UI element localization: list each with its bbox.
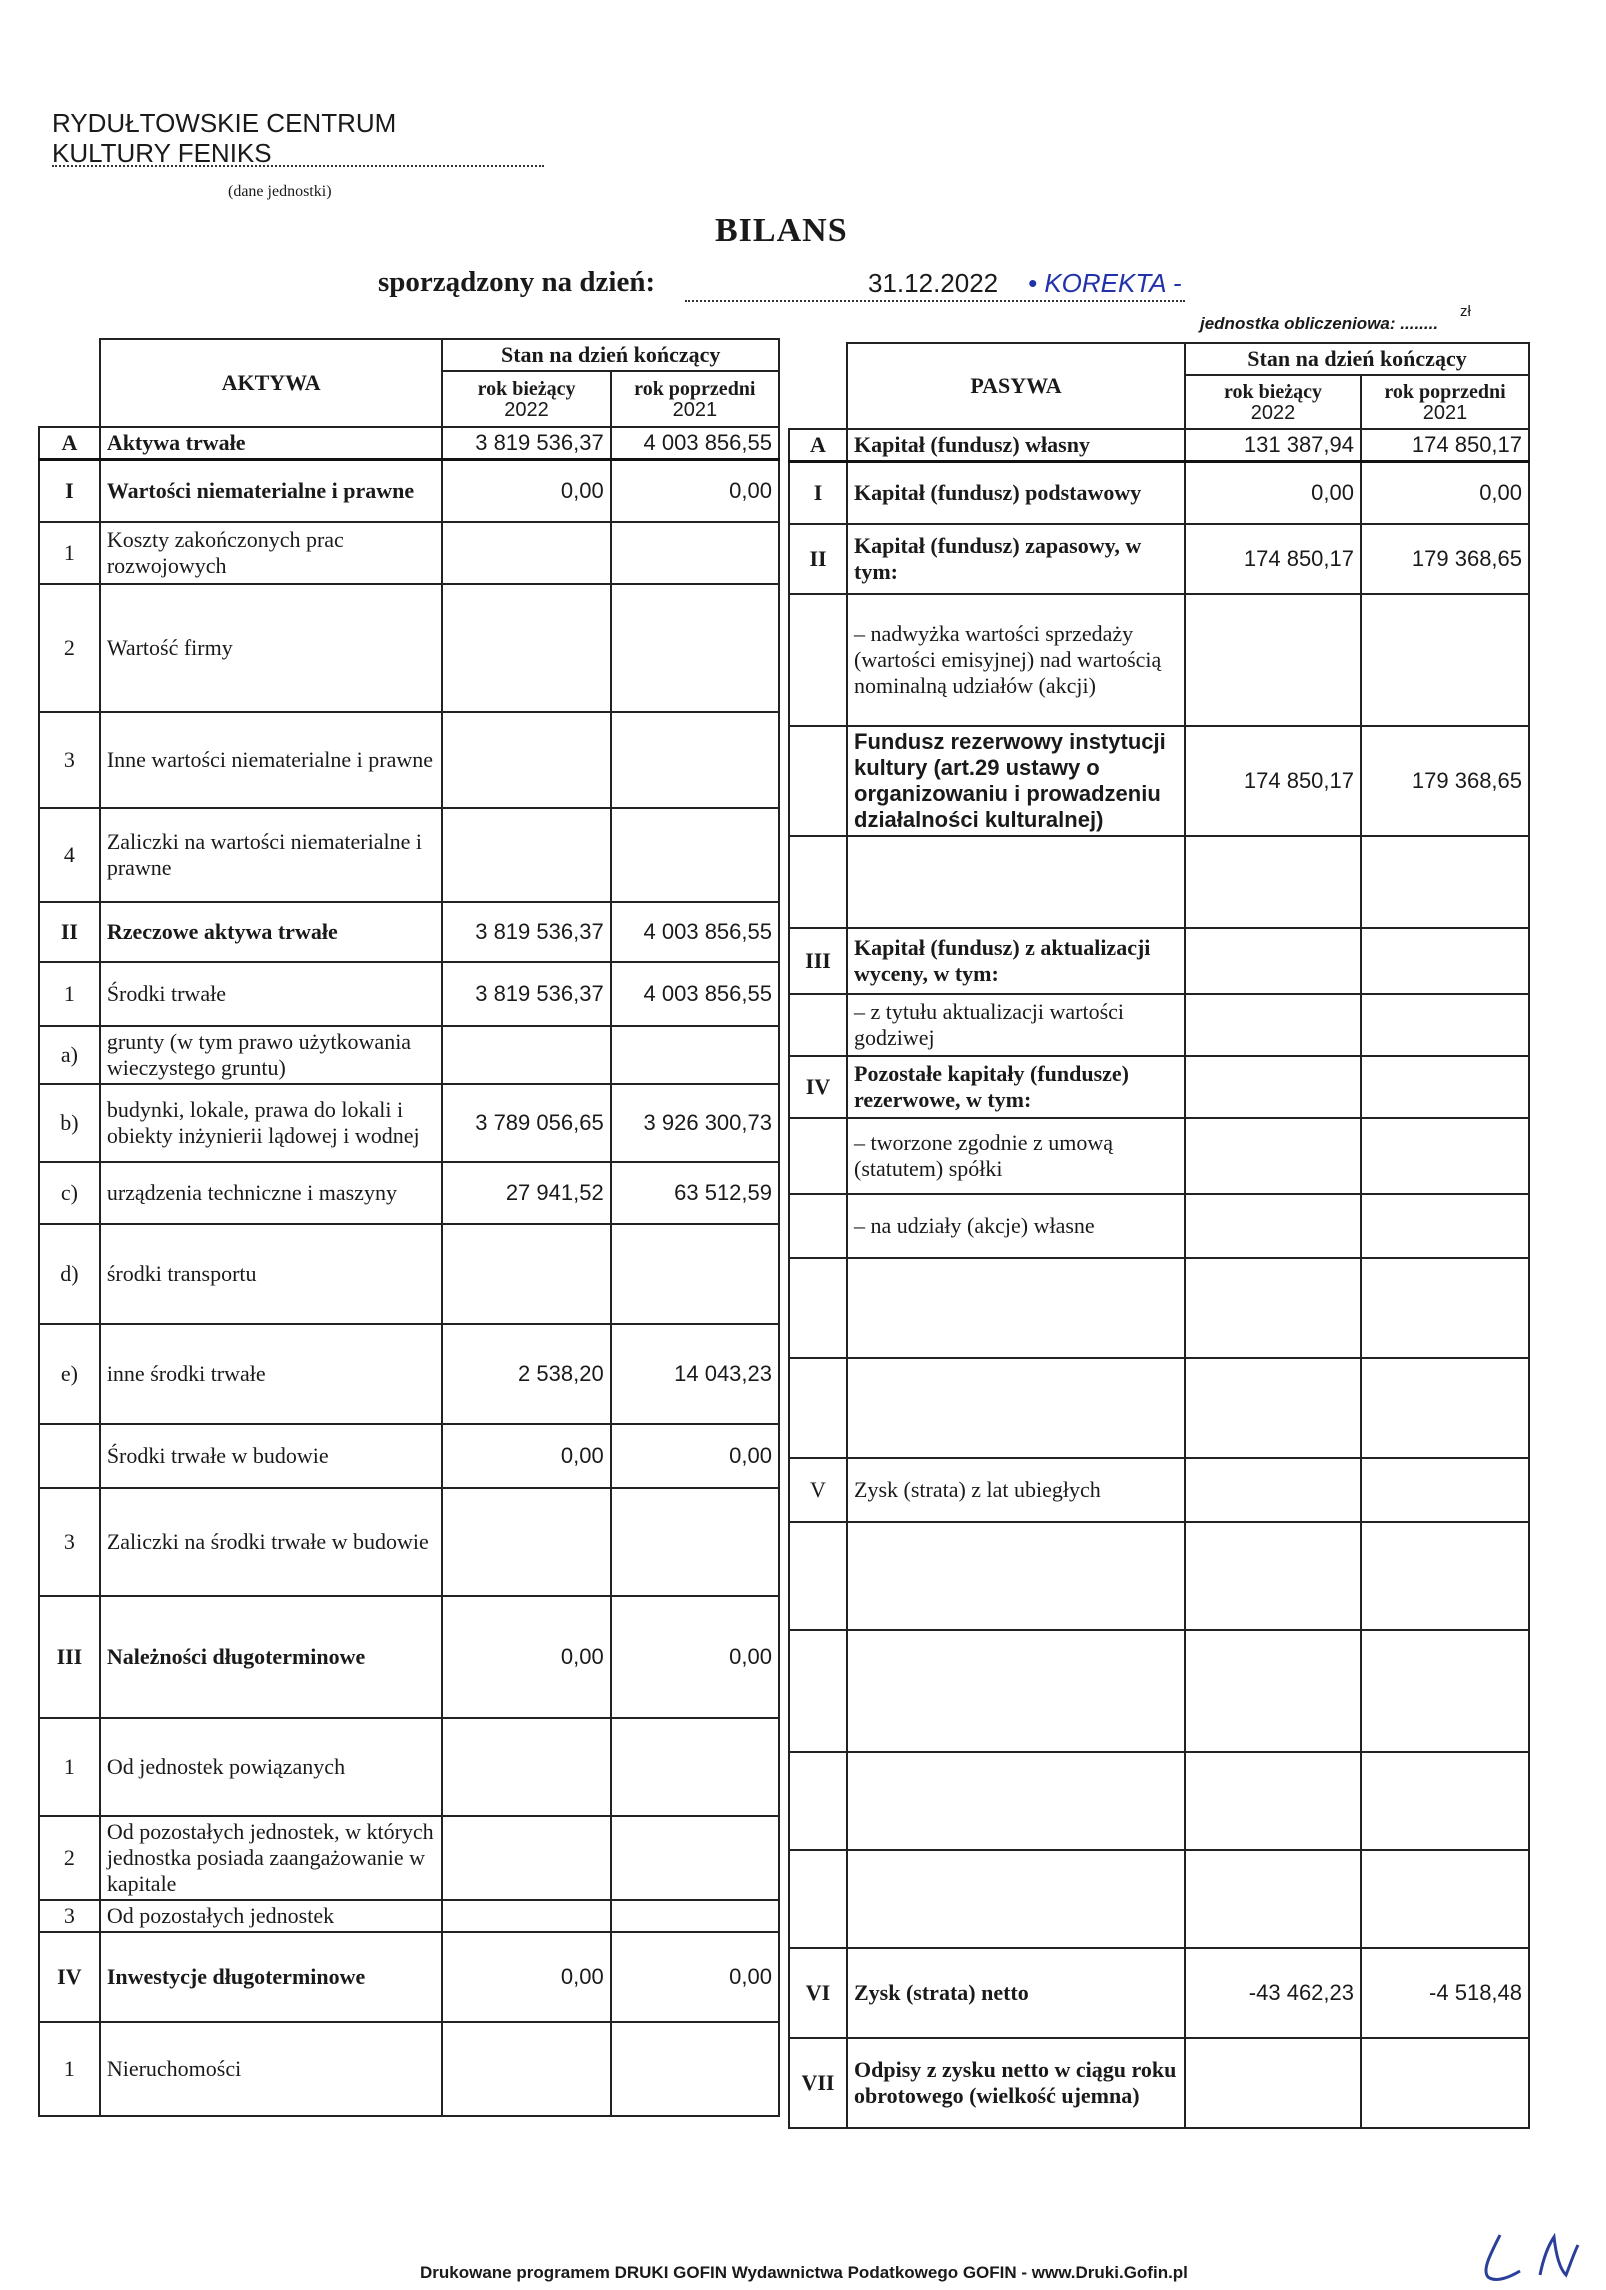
liabilities-current-value <box>1185 594 1361 726</box>
liabilities-previous-value: 0,00 <box>1361 462 1529 524</box>
liabilities-current-value <box>1185 1118 1361 1194</box>
assets-row <box>39 1224 779 1324</box>
liabilities-previous-value <box>1361 1458 1529 1522</box>
liabilities-current-value <box>1185 1258 1361 1358</box>
assets-current-value <box>442 1224 610 1324</box>
liabilities-row-number <box>789 1258 847 1358</box>
assets-row <box>39 1596 779 1718</box>
liabilities-current-value <box>1185 1850 1361 1948</box>
assets-row <box>39 1026 779 1084</box>
liabilities-row-label <box>847 1258 1185 1358</box>
liabilities-row <box>789 1522 1529 1630</box>
assets-row-number: II <box>39 902 100 962</box>
assets-row-number: b) <box>39 1084 100 1162</box>
liabilities-row-number <box>789 1358 847 1458</box>
assets-row <box>39 1932 779 2022</box>
liabilities-current-value <box>1185 2038 1361 2128</box>
assets-row-label: Od pozostałych jednostek <box>100 1900 443 1932</box>
assets-row-number: 3 <box>39 1488 100 1596</box>
liabilities-previous-year-header: rok poprzedni 2021 <box>1361 375 1529 429</box>
liabilities-previous-value <box>1361 1752 1529 1850</box>
assets-row-label: Inne wartości niematerialne i prawne <box>100 712 443 808</box>
assets-row-number: 2 <box>39 1816 100 1900</box>
assets-row-number: 1 <box>39 962 100 1026</box>
unit-name <box>52 108 396 168</box>
liabilities-row-number <box>789 836 847 928</box>
liabilities-row-number <box>789 726 847 836</box>
assets-current-value <box>442 1816 610 1900</box>
liabilities-row <box>789 994 1529 1056</box>
assets-row <box>39 584 779 712</box>
assets-previous-value <box>611 1900 779 1932</box>
liabilities-row-number <box>789 1752 847 1850</box>
liabilities-row-number <box>789 1118 847 1194</box>
assets-previous-value <box>611 1224 779 1324</box>
liabilities-row <box>789 1194 1529 1258</box>
liabilities-table <box>788 342 1530 2129</box>
assets-previous-value <box>611 1488 779 1596</box>
liabilities-row-number <box>789 594 847 726</box>
assets-previous-value: 0,00 <box>611 1932 779 2022</box>
assets-previous-value: 0,00 <box>611 1424 779 1488</box>
assets-current-value: 2 538,20 <box>442 1324 610 1424</box>
assets-row <box>39 427 779 460</box>
assets-row <box>39 522 779 584</box>
assets-row-label: Nieruchomości <box>100 2022 443 2116</box>
liabilities-row-label: – na udziały (akcje) własne <box>847 1194 1185 1258</box>
assets-row-label: Od pozostałych jednostek, w których jednostka posiada zaangażowanie w kapitale <box>100 1816 443 1900</box>
liabilities-row-number <box>789 1194 847 1258</box>
assets-row-number: 1 <box>39 2022 100 2116</box>
liabilities-row <box>789 1630 1529 1752</box>
assets-current-value <box>442 1718 610 1816</box>
liabilities-current-value: -43 462,23 <box>1185 1948 1361 2038</box>
assets-row <box>39 460 779 522</box>
assets-current-value: 3 789 056,65 <box>442 1084 610 1162</box>
assets-row-label: urządzenia techniczne i maszyny <box>100 1162 443 1224</box>
liabilities-row-label: Fundusz rezerwowy instytucji kultury (art.29 ustawy o organizowaniu i prowadzeniu działalności kulturalnej) <box>847 726 1185 836</box>
liabilities-row <box>789 1056 1529 1118</box>
assets-row <box>39 2022 779 2116</box>
unit-name-dotted-line <box>52 165 544 167</box>
assets-heading: AKTYWA <box>100 339 443 427</box>
liabilities-row-number: II <box>789 524 847 594</box>
assets-row-number: IV <box>39 1932 100 2022</box>
assets-previous-value <box>611 584 779 712</box>
assets-row-label: Aktywa trwałe <box>100 427 443 460</box>
assets-row-number: I <box>39 460 100 522</box>
liabilities-current-value: 174 850,17 <box>1185 524 1361 594</box>
assets-current-value: 0,00 <box>442 1932 610 2022</box>
assets-row <box>39 962 779 1026</box>
assets-row-number: d) <box>39 1224 100 1324</box>
assets-row-label: Inwestycje długoterminowe <box>100 1932 443 2022</box>
liabilities-row-label: Kapitał (fundusz) z aktualizacji wyceny, w tym: <box>847 928 1185 994</box>
liabilities-row-label: Odpisy z zysku netto w ciągu roku obrotowego (wielkość ujemna) <box>847 2038 1185 2128</box>
assets-current-value: 3 819 536,37 <box>442 962 610 1026</box>
liabilities-previous-value <box>1361 1118 1529 1194</box>
assets-previous-value <box>611 1718 779 1816</box>
assets-row-number: 4 <box>39 808 100 902</box>
assets-row-label: Środki trwałe w budowie <box>100 1424 443 1488</box>
assets-row <box>39 1324 779 1424</box>
assets-current-value: 0,00 <box>442 1596 610 1718</box>
liabilities-row-number: V <box>789 1458 847 1522</box>
liabilities-row-number: III <box>789 928 847 994</box>
unit-caption: (dane jednostki) <box>228 183 332 200</box>
liabilities-previous-value <box>1361 1194 1529 1258</box>
liabilities-row-label <box>847 1630 1185 1752</box>
assets-previous-value <box>611 808 779 902</box>
assets-row-number: 3 <box>39 1900 100 1932</box>
assets-current-value: 27 941,52 <box>442 1162 610 1224</box>
liabilities-row-label <box>847 1752 1185 1850</box>
liabilities-row <box>789 1948 1529 2038</box>
assets-row <box>39 1162 779 1224</box>
assets-previous-value: 4 003 856,55 <box>611 427 779 460</box>
assets-row-label: Zaliczki na środki trwałe w budowie <box>100 1488 443 1596</box>
liabilities-current-value <box>1185 836 1361 928</box>
liabilities-previous-value <box>1361 836 1529 928</box>
assets-current-year-header: rok bieżący 2022 <box>442 371 610 427</box>
liabilities-row-label: – nadwyżka wartości sprzedaży (wartości emisyjnej) nad wartością nominalną udziałów (akcji) <box>847 594 1185 726</box>
liabilities-row-number <box>789 1522 847 1630</box>
assets-lp-header <box>39 339 100 427</box>
liabilities-row <box>789 928 1529 994</box>
assets-row <box>39 1488 779 1596</box>
assets-row-label: Należności długoterminowe <box>100 1596 443 1718</box>
liabilities-row <box>789 1118 1529 1194</box>
liabilities-previous-value <box>1361 1358 1529 1458</box>
assets-current-value: 0,00 <box>442 460 610 522</box>
assets-previous-value: 4 003 856,55 <box>611 902 779 962</box>
liabilities-current-value <box>1185 1752 1361 1850</box>
assets-row <box>39 1900 779 1932</box>
liabilities-row-label: – z tytułu aktualizacji wartości godziwej <box>847 994 1185 1056</box>
assets-row <box>39 808 779 902</box>
liabilities-row-label <box>847 1358 1185 1458</box>
liabilities-row-number: VI <box>789 1948 847 2038</box>
liabilities-row-number <box>789 1630 847 1752</box>
assets-row-label: budynki, lokale, prawa do lokali i obiekty inżynierii lądowej i wodnej <box>100 1084 443 1162</box>
assets-current-value <box>442 1026 610 1084</box>
liabilities-row <box>789 726 1529 836</box>
liabilities-previous-value <box>1361 928 1529 994</box>
assets-row <box>39 712 779 808</box>
liabilities-previous-value <box>1361 1522 1529 1630</box>
assets-previous-value: 3 926 300,73 <box>611 1084 779 1162</box>
footer-printed-by: Drukowane programem DRUKI GOFIN Wydawnictwa Podatkowego GOFIN - www.Druki.Gofin.pl <box>420 2263 1188 2282</box>
liabilities-previous-value <box>1361 1056 1529 1118</box>
assets-row <box>39 1084 779 1162</box>
assets-row <box>39 1424 779 1488</box>
liabilities-current-value <box>1185 1522 1361 1630</box>
assets-current-value <box>442 584 610 712</box>
unit-name-line2: KULTURY FENIKS <box>52 138 272 168</box>
liabilities-previous-value: 179 368,65 <box>1361 726 1529 836</box>
liabilities-row-number: A <box>789 429 847 462</box>
liabilities-heading: PASYWA <box>847 343 1185 429</box>
liabilities-current-value: 0,00 <box>1185 462 1361 524</box>
unit-name-line1: RYDUŁTOWSKIE CENTRUM <box>52 108 397 138</box>
assets-row <box>39 1816 779 1900</box>
liabilities-row-label: Zysk (strata) netto <box>847 1948 1185 2038</box>
assets-current-value <box>442 1900 610 1932</box>
assets-row-label: Koszty zakończonych prac rozwojowych <box>100 522 443 584</box>
liabilities-row <box>789 2038 1529 2128</box>
liabilities-current-value <box>1185 1358 1361 1458</box>
liabilities-row-label <box>847 1850 1185 1948</box>
handwritten-signature <box>1470 2225 1590 2285</box>
assets-row-label: Rzeczowe aktywa trwałe <box>100 902 443 962</box>
assets-current-value <box>442 712 610 808</box>
liabilities-row <box>789 1752 1529 1850</box>
liabilities-current-value <box>1185 1630 1361 1752</box>
liabilities-previous-value <box>1361 2038 1529 2128</box>
liabilities-lp-header <box>789 343 847 429</box>
unit-value: zł <box>1460 303 1471 320</box>
liabilities-row-label <box>847 836 1185 928</box>
liabilities-row <box>789 594 1529 726</box>
liabilities-previous-value <box>1361 1850 1529 1948</box>
assets-row-number: c) <box>39 1162 100 1224</box>
liabilities-previous-value <box>1361 1630 1529 1752</box>
document-title: BILANS <box>715 212 848 249</box>
assets-row-number: 1 <box>39 522 100 584</box>
liabilities-row-label: Kapitał (fundusz) podstawowy <box>847 462 1185 524</box>
assets-row-number: 2 <box>39 584 100 712</box>
assets-current-value: 0,00 <box>442 1424 610 1488</box>
liabilities-row <box>789 1258 1529 1358</box>
unit-label: jednostka obliczeniowa: ........ <box>1200 314 1439 333</box>
assets-current-value <box>442 808 610 902</box>
assets-row-number: 1 <box>39 1718 100 1816</box>
liabilities-row-label: – tworzone zgodnie z umową (statutem) spółki <box>847 1118 1185 1194</box>
liabilities-row-number <box>789 1850 847 1948</box>
liabilities-period-heading: Stan na dzień kończący <box>1185 343 1529 375</box>
liabilities-row <box>789 524 1529 594</box>
liabilities-previous-value: 174 850,17 <box>1361 429 1529 462</box>
assets-row <box>39 902 779 962</box>
assets-previous-value: 63 512,59 <box>611 1162 779 1224</box>
assets-previous-value: 0,00 <box>611 1596 779 1718</box>
assets-row-label: Od jednostek powiązanych <box>100 1718 443 1816</box>
liabilities-current-value: 174 850,17 <box>1185 726 1361 836</box>
assets-previous-value <box>611 522 779 584</box>
assets-current-value <box>442 522 610 584</box>
date-value: 31.12.2022 <box>868 268 999 298</box>
assets-period-heading: Stan na dzień kończący <box>442 339 779 371</box>
liabilities-row <box>789 462 1529 524</box>
assets-current-value <box>442 1488 610 1596</box>
date-dotted-line <box>685 300 1185 302</box>
assets-row-label: środki transportu <box>100 1224 443 1324</box>
liabilities-previous-value <box>1361 1258 1529 1358</box>
liabilities-row <box>789 1458 1529 1522</box>
assets-previous-value <box>611 1816 779 1900</box>
liabilities-previous-value <box>1361 594 1529 726</box>
liabilities-row <box>789 429 1529 462</box>
assets-row-number: 3 <box>39 712 100 808</box>
assets-previous-year-header: rok poprzedni 2021 <box>611 371 779 427</box>
correction-handwritten-note: • KOREKTA - <box>1028 268 1182 298</box>
liabilities-row-label: Pozostałe kapitały (fundusze) rezerwowe, w tym: <box>847 1056 1185 1118</box>
assets-row-label: Środki trwałe <box>100 962 443 1026</box>
assets-table <box>38 338 780 2117</box>
liabilities-current-value <box>1185 1458 1361 1522</box>
liabilities-current-value <box>1185 1194 1361 1258</box>
assets-row <box>39 1718 779 1816</box>
liabilities-row-label: Kapitał (fundusz) własny <box>847 429 1185 462</box>
liabilities-row <box>789 836 1529 928</box>
assets-row-number <box>39 1424 100 1488</box>
liabilities-row-label <box>847 1522 1185 1630</box>
assets-row-number: e) <box>39 1324 100 1424</box>
assets-row-label: inne środki trwałe <box>100 1324 443 1424</box>
liabilities-previous-value <box>1361 994 1529 1056</box>
liabilities-row-label: Kapitał (fundusz) zapasowy, w tym: <box>847 524 1185 594</box>
assets-row-label: Wartości niematerialne i prawne <box>100 460 443 522</box>
assets-previous-value <box>611 2022 779 2116</box>
assets-row-number: a) <box>39 1026 100 1084</box>
liabilities-current-value <box>1185 928 1361 994</box>
liabilities-previous-value: -4 518,48 <box>1361 1948 1529 2038</box>
assets-current-value <box>442 2022 610 2116</box>
liabilities-row-number: I <box>789 462 847 524</box>
liabilities-previous-value: 179 368,65 <box>1361 524 1529 594</box>
liabilities-row-number: VII <box>789 2038 847 2128</box>
assets-previous-value: 0,00 <box>611 460 779 522</box>
assets-previous-value <box>611 712 779 808</box>
assets-row-label: Zaliczki na wartości niematerialne i prawne <box>100 808 443 902</box>
liabilities-current-value <box>1185 994 1361 1056</box>
liabilities-current-value <box>1185 1056 1361 1118</box>
liabilities-row <box>789 1358 1529 1458</box>
date-label: sporządzony na dzień: <box>378 266 656 298</box>
liabilities-row <box>789 1850 1529 1948</box>
assets-previous-value <box>611 1026 779 1084</box>
liabilities-row-label: Zysk (strata) z lat ubiegłych <box>847 1458 1185 1522</box>
assets-previous-value: 14 043,23 <box>611 1324 779 1424</box>
liabilities-current-value: 131 387,94 <box>1185 429 1361 462</box>
assets-row-label: grunty (w tym prawo użytkowania wieczystego gruntu) <box>100 1026 443 1084</box>
assets-row-number: III <box>39 1596 100 1718</box>
assets-row-number: A <box>39 427 100 460</box>
liabilities-row-number: IV <box>789 1056 847 1118</box>
assets-previous-value: 4 003 856,55 <box>611 962 779 1026</box>
liabilities-current-year-header: rok bieżący 2022 <box>1185 375 1361 429</box>
assets-row-label: Wartość firmy <box>100 584 443 712</box>
assets-current-value: 3 819 536,37 <box>442 427 610 460</box>
liabilities-row-number <box>789 994 847 1056</box>
assets-current-value: 3 819 536,37 <box>442 902 610 962</box>
